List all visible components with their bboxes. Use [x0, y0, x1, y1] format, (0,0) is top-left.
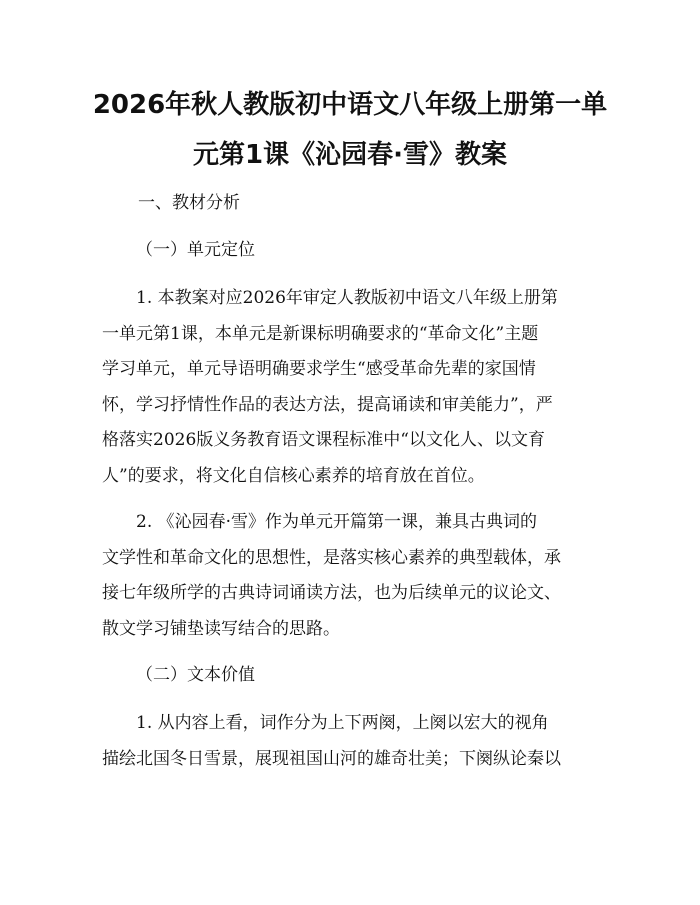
paragraph-line: 散文学习铺垫读写结合的思路。 — [102, 618, 340, 639]
paragraph-line: 学习单元，单元导语明确要求学生“感受革命先辈的家国情 — [102, 359, 536, 379]
paragraph-line: 描绘北国冬日雪景，展现祖国山河的雄奇壮美；下阕纵论秦以 — [102, 748, 561, 769]
paragraph — [102, 281, 602, 494]
subsection-heading: （二）文本价值 — [136, 665, 255, 685]
paragraph-line: 1. 本教案对应2026年审定人教版初中语文八年级上册第 — [136, 288, 558, 308]
section-heading: 一、教材分析 — [138, 193, 240, 213]
paragraph-line: 一单元第1课，本单元是新课标明确要求的“革命文化”主题 — [102, 323, 539, 344]
paragraph-line: 2. 《沁园春·雪》作为单元开篇第一课，兼具古典词的 — [136, 512, 538, 532]
title-line: 元第1课《沁园春·雪》教案 — [193, 140, 507, 170]
paragraph-line: 人”的要求，将文化自信核心素养的培育放在首位。 — [102, 465, 485, 486]
paragraph-line: 文学性和革命文化的思想性，是落实核心素养的典型载体，承 — [102, 547, 561, 568]
paragraph-line: 1. 从内容上看，词作分为上下两阕，上阕以宏大的视角 — [136, 713, 549, 733]
subsection-heading: （一）单元定位 — [136, 240, 255, 260]
title-line: 2026年秋人教版初中语文八年级上册第一单 — [92, 90, 608, 120]
paragraph-line: 怀，学习抒情性作品的表达方法，提高诵读和审美能力”，严 — [102, 394, 553, 415]
paragraph-line: 接七年级所学的古典诗词诵读方法，也为后续单元的议论文、 — [102, 583, 561, 603]
paragraph-line: 格落实2026版义务教育语文课程标准中“以文化人、以文育 — [102, 430, 545, 450]
paragraph — [102, 505, 602, 647]
paragraph — [102, 706, 602, 777]
document-title — [90, 80, 610, 180]
